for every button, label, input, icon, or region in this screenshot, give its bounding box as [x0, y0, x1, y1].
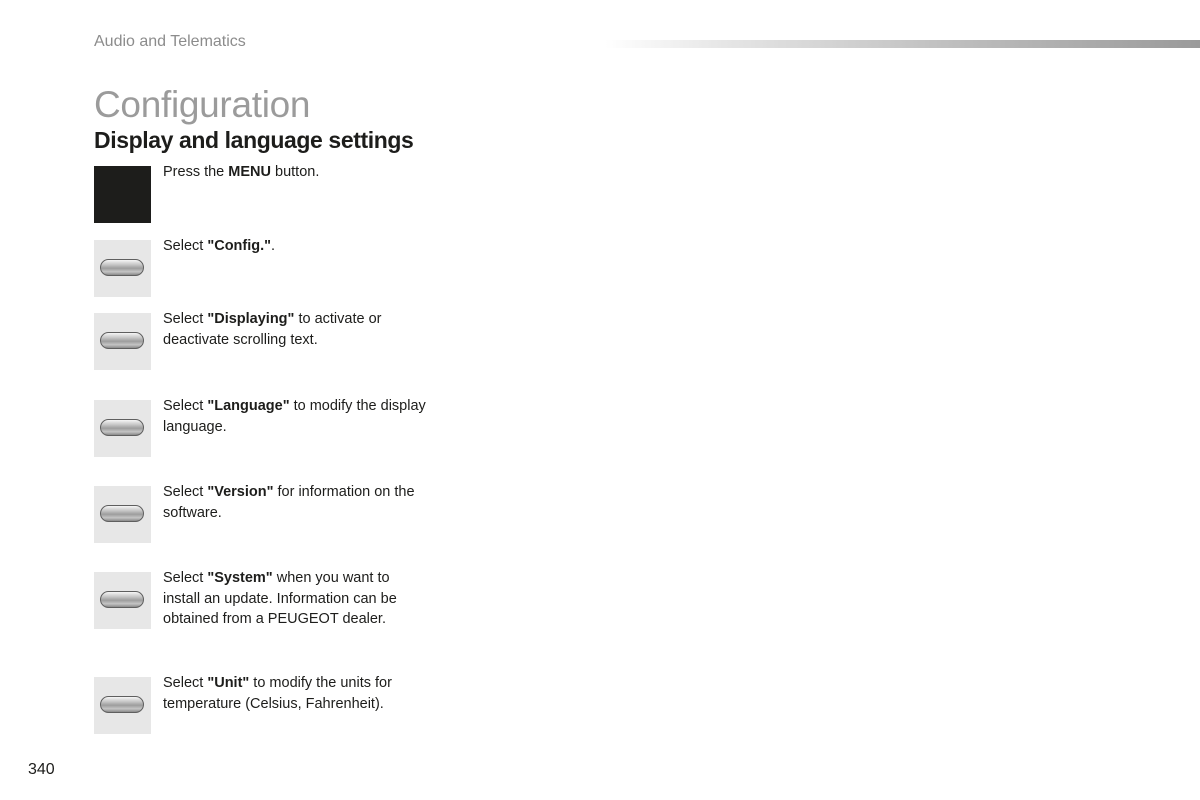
section-header: Audio and Telematics: [94, 33, 246, 50]
page-title: Configuration: [94, 84, 311, 125]
step-text: Select "Displaying" to activate or deactivate scrolling text.: [163, 311, 382, 348]
dial-button-icon: [94, 486, 151, 543]
step-text: Press the MENU button.: [163, 164, 320, 180]
step-text: Select "Config.".: [163, 238, 276, 254]
step-text: Select "Version" for information on the software.: [163, 484, 415, 521]
menu-button-icon: [94, 166, 151, 223]
dial-button-icon: [94, 313, 151, 370]
dial-button-icon: [94, 572, 151, 629]
step-text: Select "System" when you want to install an update. Information can be obtained from a PEUGEOT dealer.: [163, 570, 397, 627]
step-text: Select "Language" to modify the display language.: [163, 398, 426, 435]
page-number: 340: [28, 761, 55, 778]
header-gradient-bar: [605, 40, 1200, 48]
step-text: Select "Unit" to modify the units for temperature (Celsius, Fahrenheit).: [163, 675, 392, 712]
dial-button-icon: [94, 240, 151, 297]
dial-button-icon: [94, 677, 151, 734]
section-title: Display and language settings: [94, 127, 414, 153]
dial-button-icon: [94, 400, 151, 457]
